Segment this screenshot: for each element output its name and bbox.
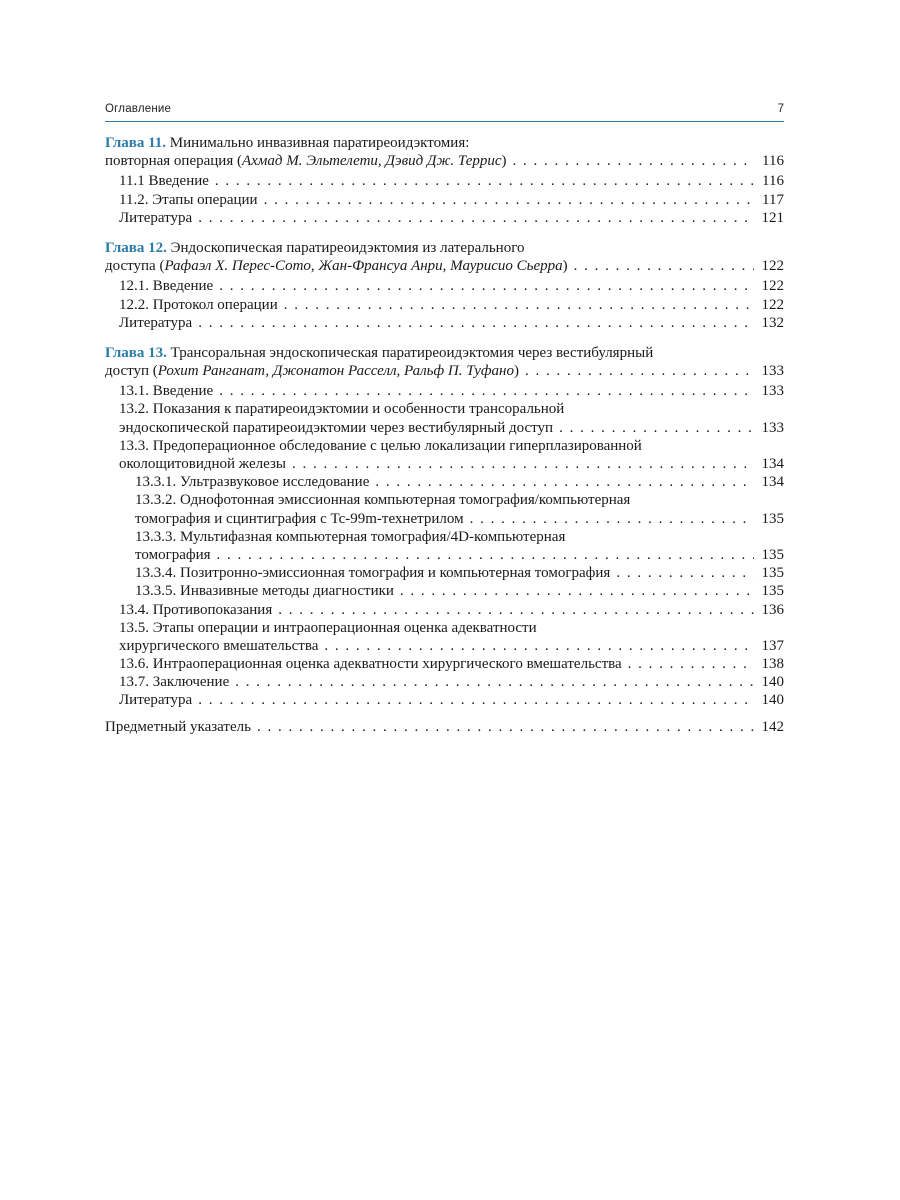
leader-dots bbox=[470, 510, 754, 528]
chapter-title-close: ) bbox=[501, 153, 507, 170]
entry-title: Литература bbox=[119, 692, 193, 709]
leader-dots bbox=[400, 582, 754, 600]
chapter-title-cont: доступ ( bbox=[105, 363, 158, 380]
leader-dots bbox=[278, 601, 754, 619]
leader-dots bbox=[198, 691, 754, 709]
page-number: 136 bbox=[761, 601, 784, 618]
page-number: 122 bbox=[761, 278, 784, 295]
table-of-contents bbox=[105, 134, 784, 736]
toc-entry[interactable] bbox=[105, 582, 784, 600]
toc-entry[interactable] bbox=[105, 691, 784, 709]
toc-entry[interactable] bbox=[105, 257, 784, 275]
toc-entry[interactable] bbox=[105, 546, 784, 564]
chapter-authors: Ахмад М. Эльтелети, Дэвид Дж. Террис bbox=[241, 153, 502, 170]
toc-entry[interactable] bbox=[105, 601, 784, 619]
entry-title: околощитовидной железы bbox=[119, 456, 286, 472]
chapter-title: Трансоральная эндоскопическая паратиреоидэктомия через вестибулярный bbox=[166, 344, 654, 361]
leader-dots bbox=[525, 362, 754, 380]
chapter-authors: Рохит Ранганат, Джонатон Расселл, Ральф П. Туфано bbox=[157, 363, 514, 380]
entry-title: 13.3.4. Позитронно-эмиссионная томография и компьютерная томография bbox=[135, 565, 611, 582]
entry-title: 12.1. Введение bbox=[119, 278, 214, 295]
toc-entry[interactable] bbox=[105, 362, 784, 380]
toc-entry[interactable] bbox=[105, 277, 784, 295]
page-number: 137 bbox=[761, 637, 784, 654]
chapter-title-line bbox=[105, 344, 784, 362]
toc-entry[interactable] bbox=[105, 673, 784, 691]
page-number: 134 bbox=[761, 474, 784, 491]
leader-dots bbox=[264, 191, 754, 209]
toc-entry[interactable] bbox=[105, 655, 784, 673]
toc-entry[interactable] bbox=[105, 473, 784, 491]
page-number: 135 bbox=[761, 583, 784, 600]
chapter-label: Глава 12. bbox=[105, 239, 167, 256]
entry-title: 11.2. Этапы операции bbox=[119, 191, 258, 208]
page-number: 135 bbox=[761, 565, 784, 582]
leader-dots bbox=[219, 382, 754, 400]
leader-dots bbox=[198, 209, 754, 227]
page-number: 133 bbox=[761, 363, 784, 380]
chapter-title-close: ) bbox=[513, 363, 519, 380]
chapter-authors: Рафаэл Х. Перес-Сото, Жан-Франсуа Анри, Маурисио Сьерра bbox=[164, 258, 563, 275]
toc-entry[interactable] bbox=[105, 296, 784, 314]
toc-entry[interactable] bbox=[105, 637, 784, 655]
entry-title: 12.2. Протокол операции bbox=[119, 296, 278, 313]
chapter-title: Минимально инвазивная паратиреоидэктомия: bbox=[166, 135, 470, 151]
entry-title-line: 13.3.2. Однофотонная эмиссионная компьютерная томография/компьютерная bbox=[135, 492, 631, 509]
page-number: 135 bbox=[761, 546, 784, 563]
chapter-title-cont: доступа ( bbox=[105, 258, 165, 275]
chapter-title-cont: повторная операция ( bbox=[105, 153, 242, 170]
toc-chapter-13 bbox=[105, 344, 784, 710]
toc-entry[interactable] bbox=[105, 564, 784, 582]
toc-chapter-11 bbox=[105, 134, 784, 227]
leader-dots bbox=[616, 564, 754, 582]
entry-title: томография bbox=[135, 546, 211, 563]
toc-entry[interactable] bbox=[105, 152, 784, 170]
leader-dots bbox=[292, 455, 754, 473]
page-number: 121 bbox=[761, 209, 784, 226]
leader-dots bbox=[324, 637, 754, 655]
toc-entry[interactable] bbox=[105, 314, 784, 332]
chapter-label: Глава 11. bbox=[105, 135, 167, 151]
entry-title: 13.3.5. Инвазивные методы диагностики bbox=[135, 583, 394, 600]
page-number: 132 bbox=[761, 314, 784, 331]
chapter-title-line bbox=[105, 134, 784, 152]
entry-title: хирургического вмешательства bbox=[119, 637, 319, 654]
toc-entry[interactable] bbox=[105, 191, 784, 209]
toc-entry[interactable] bbox=[105, 209, 784, 227]
leader-dots bbox=[628, 655, 754, 673]
toc-entry[interactable] bbox=[105, 172, 784, 190]
entry-title: 13.6. Интраоперационная оценка адекватности хирургического вмешательства bbox=[119, 656, 622, 673]
entry-title: 13.4. Противопоказания bbox=[119, 601, 273, 618]
chapter-title-close: ) bbox=[562, 258, 568, 275]
entry-title: 13.1. Введение bbox=[119, 383, 214, 400]
page-number: 138 bbox=[761, 656, 784, 673]
page-number: 122 bbox=[761, 296, 784, 313]
leader-dots bbox=[574, 257, 754, 275]
header-page-number: 7 bbox=[777, 103, 784, 115]
page-number: 116 bbox=[762, 173, 784, 190]
chapter-title-line bbox=[105, 239, 784, 257]
leader-dots bbox=[235, 673, 754, 691]
page-number: 122 bbox=[761, 258, 784, 275]
entry-title-line: 13.5. Этапы операции и интраоперационная оценка адекватности bbox=[119, 619, 537, 636]
leader-dots bbox=[257, 718, 754, 736]
leader-dots bbox=[215, 172, 754, 190]
page-number: 135 bbox=[761, 510, 784, 527]
page-number: 116 bbox=[762, 153, 784, 170]
entry-title: томография и сцинтиграфия с Tc-99m-технетрилом bbox=[135, 510, 464, 527]
leader-dots bbox=[217, 546, 754, 564]
leader-dots bbox=[198, 314, 754, 332]
page-number: 142 bbox=[761, 718, 784, 735]
page-number: 140 bbox=[761, 674, 784, 691]
page-number: 134 bbox=[761, 456, 784, 472]
page-number: 117 bbox=[762, 191, 784, 208]
running-header bbox=[105, 101, 784, 122]
header-section-title: Оглавление bbox=[105, 103, 172, 115]
toc-chapter-12 bbox=[105, 239, 784, 332]
page-number: 133 bbox=[761, 383, 784, 400]
entry-title: эндоскопической паратиреоидэктомии через вестибулярный доступ bbox=[119, 419, 554, 436]
entry-title: 13.3.1. Ультразвуковое исследование bbox=[135, 474, 370, 491]
toc-entry-index[interactable] bbox=[105, 718, 784, 736]
page-number: 140 bbox=[761, 692, 784, 709]
page-number: 133 bbox=[761, 419, 784, 436]
entry-title-line: 13.2. Показания к паратиреоидэктомии и особенности трансоральной bbox=[119, 401, 565, 418]
entry-title: Литература bbox=[119, 314, 193, 331]
entry-title-line: 13.3. Предоперационное обследование с целью локализации гиперплазированной bbox=[119, 437, 642, 454]
entry-title: Литература bbox=[119, 209, 193, 226]
chapter-label: Глава 13. bbox=[105, 344, 167, 361]
toc-entry[interactable] bbox=[105, 382, 784, 400]
leader-dots bbox=[513, 152, 754, 170]
leader-dots bbox=[284, 296, 754, 314]
leader-dots bbox=[375, 473, 754, 491]
chapter-title: Эндоскопическая паратиреоидэктомия из латерального bbox=[166, 239, 525, 256]
entry-title: 13.7. Заключение bbox=[119, 674, 230, 691]
toc-entry[interactable] bbox=[105, 510, 784, 528]
entry-title: Предметный указатель bbox=[105, 718, 251, 735]
entry-title: 11.1 Введение bbox=[119, 173, 209, 190]
entry-title-line: 13.3.3. Мультифазная компьютерная томография/4D-компьютерная bbox=[135, 528, 566, 545]
leader-dots bbox=[559, 419, 754, 437]
toc-entry[interactable] bbox=[105, 455, 784, 473]
toc-entry[interactable] bbox=[105, 419, 784, 437]
leader-dots bbox=[219, 277, 754, 295]
